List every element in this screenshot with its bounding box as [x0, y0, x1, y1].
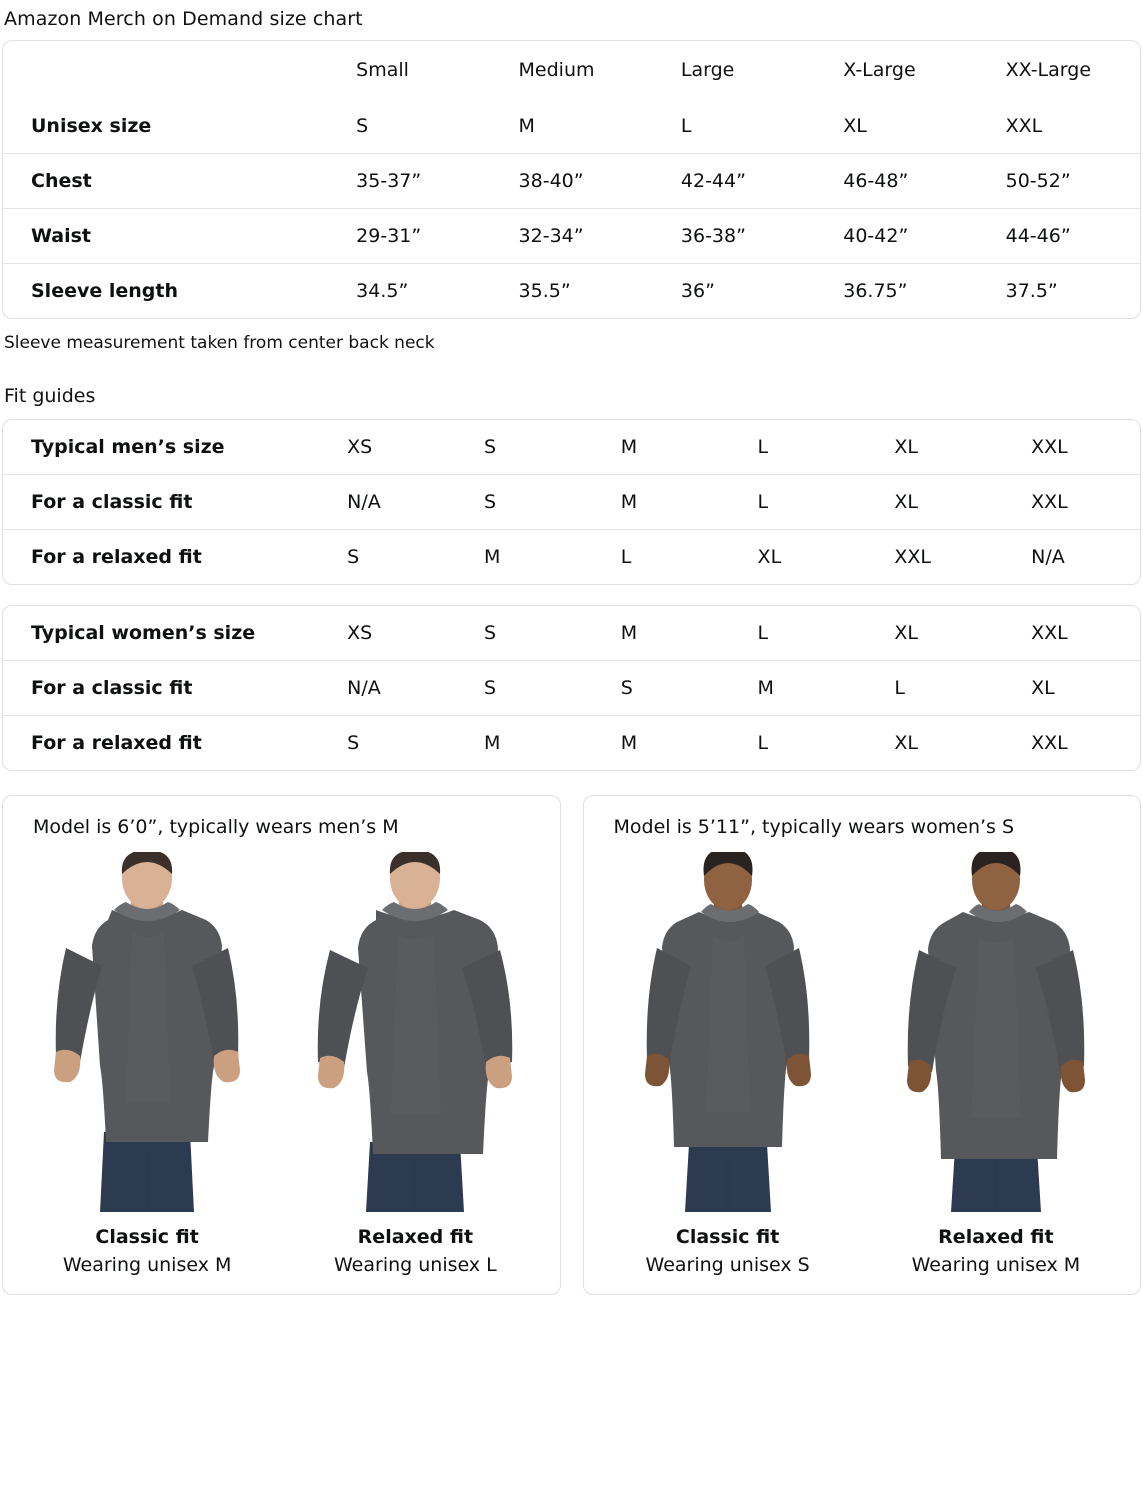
cell: M [593, 420, 730, 475]
cell: M [483, 732, 501, 754]
cell: 34.5” [356, 280, 409, 302]
row-label-waist: Waist [3, 209, 328, 264]
cell: M [491, 99, 653, 154]
cell: S [347, 546, 360, 568]
cell: 35-37” [328, 154, 490, 209]
womens-model-card [583, 795, 1142, 1295]
cell: M [483, 546, 501, 568]
cell: M [620, 732, 638, 754]
table-header-row [3, 41, 1140, 99]
cell: 35.5” [518, 280, 571, 302]
table-row [3, 420, 1140, 475]
cell: XXL [1003, 420, 1140, 475]
cell: XL [866, 420, 1003, 475]
cell: S [456, 606, 593, 661]
cell: 50-52” [978, 154, 1140, 209]
cell: XL [757, 546, 782, 568]
cell: L [653, 99, 815, 154]
column-header-xlarge: X-Large [843, 59, 916, 81]
cell: XXL [978, 99, 1140, 154]
table-row [3, 209, 1140, 264]
row-label-womens-classic-fit: For a classic fit [3, 661, 319, 716]
cell: 40-42” [815, 209, 977, 264]
cell: S [456, 475, 593, 530]
table-row [3, 661, 1140, 716]
cell: XL [866, 606, 1003, 661]
mens-fit-guide-card [2, 419, 1141, 585]
womens-fit-table [3, 606, 1140, 770]
mens-fit-table [3, 420, 1140, 584]
cell: 36-38” [653, 209, 815, 264]
womens-fit-guide-card [2, 605, 1141, 771]
mens-model-figures [13, 852, 550, 1276]
row-label-typical-mens-size: Typical men’s size [3, 420, 319, 475]
mens-classic-fit-wearing: Wearing unisex M [62, 1254, 232, 1276]
cell: XXL [1003, 606, 1140, 661]
table-row [3, 99, 1140, 154]
womens-relaxed-fit-wearing: Wearing unisex M [911, 1254, 1081, 1276]
cell: L [757, 732, 769, 754]
cell: 37.5” [1005, 280, 1058, 302]
cell: S [328, 99, 490, 154]
cell: 38-40” [491, 154, 653, 209]
size-chart-table [3, 41, 1140, 318]
table-row [3, 530, 1140, 585]
cell: XL [1003, 661, 1140, 716]
womens-classic-fit-label: Classic fit [675, 1226, 780, 1248]
cell: S [347, 732, 360, 754]
cell: L [730, 420, 867, 475]
row-label-typical-womens-size: Typical women’s size [3, 606, 319, 661]
table-spacer [0, 585, 1143, 605]
table-row [3, 606, 1140, 661]
cell: L [730, 606, 867, 661]
cell: 36” [680, 280, 715, 302]
womens-relaxed-fit-label: Relaxed fit [938, 1226, 1054, 1248]
cell: XS [319, 420, 456, 475]
cell: S [456, 420, 593, 475]
cell: 42-44” [653, 154, 815, 209]
row-label-chest: Chest [3, 154, 328, 209]
cell: XXL [1003, 475, 1140, 530]
cell: 46-48” [815, 154, 977, 209]
cell: M [730, 661, 867, 716]
mens-model-card [2, 795, 561, 1295]
page-title: Amazon Merch on Demand size chart [4, 8, 363, 30]
column-header-large: Large [680, 59, 735, 81]
male-model-classic-image [32, 852, 262, 1212]
cell: XL [815, 99, 977, 154]
female-model-classic-image [613, 852, 843, 1212]
mens-relaxed-fit-label: Relaxed fit [357, 1226, 474, 1248]
column-header-medium: Medium [518, 59, 595, 81]
row-label-mens-relaxed-fit: For a relaxed fit [31, 546, 202, 568]
cell: XL [894, 732, 918, 754]
column-header-blank [3, 41, 328, 99]
womens-relaxed-fit-figure [867, 852, 1125, 1276]
mens-relaxed-fit-wearing: Wearing unisex L [334, 1254, 497, 1276]
mens-classic-fit-label: Classic fit [95, 1226, 199, 1248]
cell: L [730, 475, 867, 530]
cell: XXL [1031, 732, 1068, 754]
table-row [3, 264, 1140, 319]
cell: M [593, 606, 730, 661]
womens-classic-fit-figure [599, 852, 857, 1276]
row-label-womens-relaxed-fit: For a relaxed fit [31, 732, 202, 754]
sleeve-measurement-note: Sleeve measurement taken from center back neck [4, 333, 435, 353]
mens-relaxed-fit-figure [287, 852, 545, 1276]
cell: XXL [894, 546, 931, 568]
table-row [3, 475, 1140, 530]
table-row [3, 716, 1140, 771]
womens-model-figures [594, 852, 1131, 1276]
row-label-unisex-size: Unisex size [3, 99, 328, 154]
mens-model-caption: Model is 6’0”, typically wears men’s M [33, 816, 399, 838]
cell: 32-34” [491, 209, 653, 264]
cell: S [593, 661, 730, 716]
cell: XL [866, 475, 1003, 530]
cell: L [866, 661, 1003, 716]
column-header-small: Small [356, 59, 409, 81]
cell: S [456, 661, 593, 716]
womens-classic-fit-wearing: Wearing unisex S [645, 1254, 810, 1276]
fit-guides-label: Fit guides [4, 385, 96, 407]
cell: 36.75” [843, 280, 908, 302]
table-row [3, 154, 1140, 209]
womens-model-caption: Model is 5’11”, typically wears women’s S [613, 816, 1015, 838]
cell: L [620, 546, 632, 568]
male-model-relaxed-image [300, 852, 530, 1212]
cell: N/A [1031, 546, 1065, 568]
size-chart-card [2, 40, 1141, 319]
cell: 29-31” [328, 209, 490, 264]
female-model-relaxed-image [881, 852, 1111, 1212]
cell: N/A [319, 661, 456, 716]
column-header-xxlarge: XX-Large [1005, 59, 1092, 81]
row-label-sleeve-length: Sleeve length [31, 280, 178, 302]
cell: 44-46” [978, 209, 1140, 264]
mens-classic-fit-figure [18, 852, 276, 1276]
row-label-mens-classic-fit: For a classic fit [3, 475, 319, 530]
model-cards [2, 795, 1141, 1295]
cell: XS [319, 606, 456, 661]
cell: N/A [319, 475, 456, 530]
cell: M [593, 475, 730, 530]
